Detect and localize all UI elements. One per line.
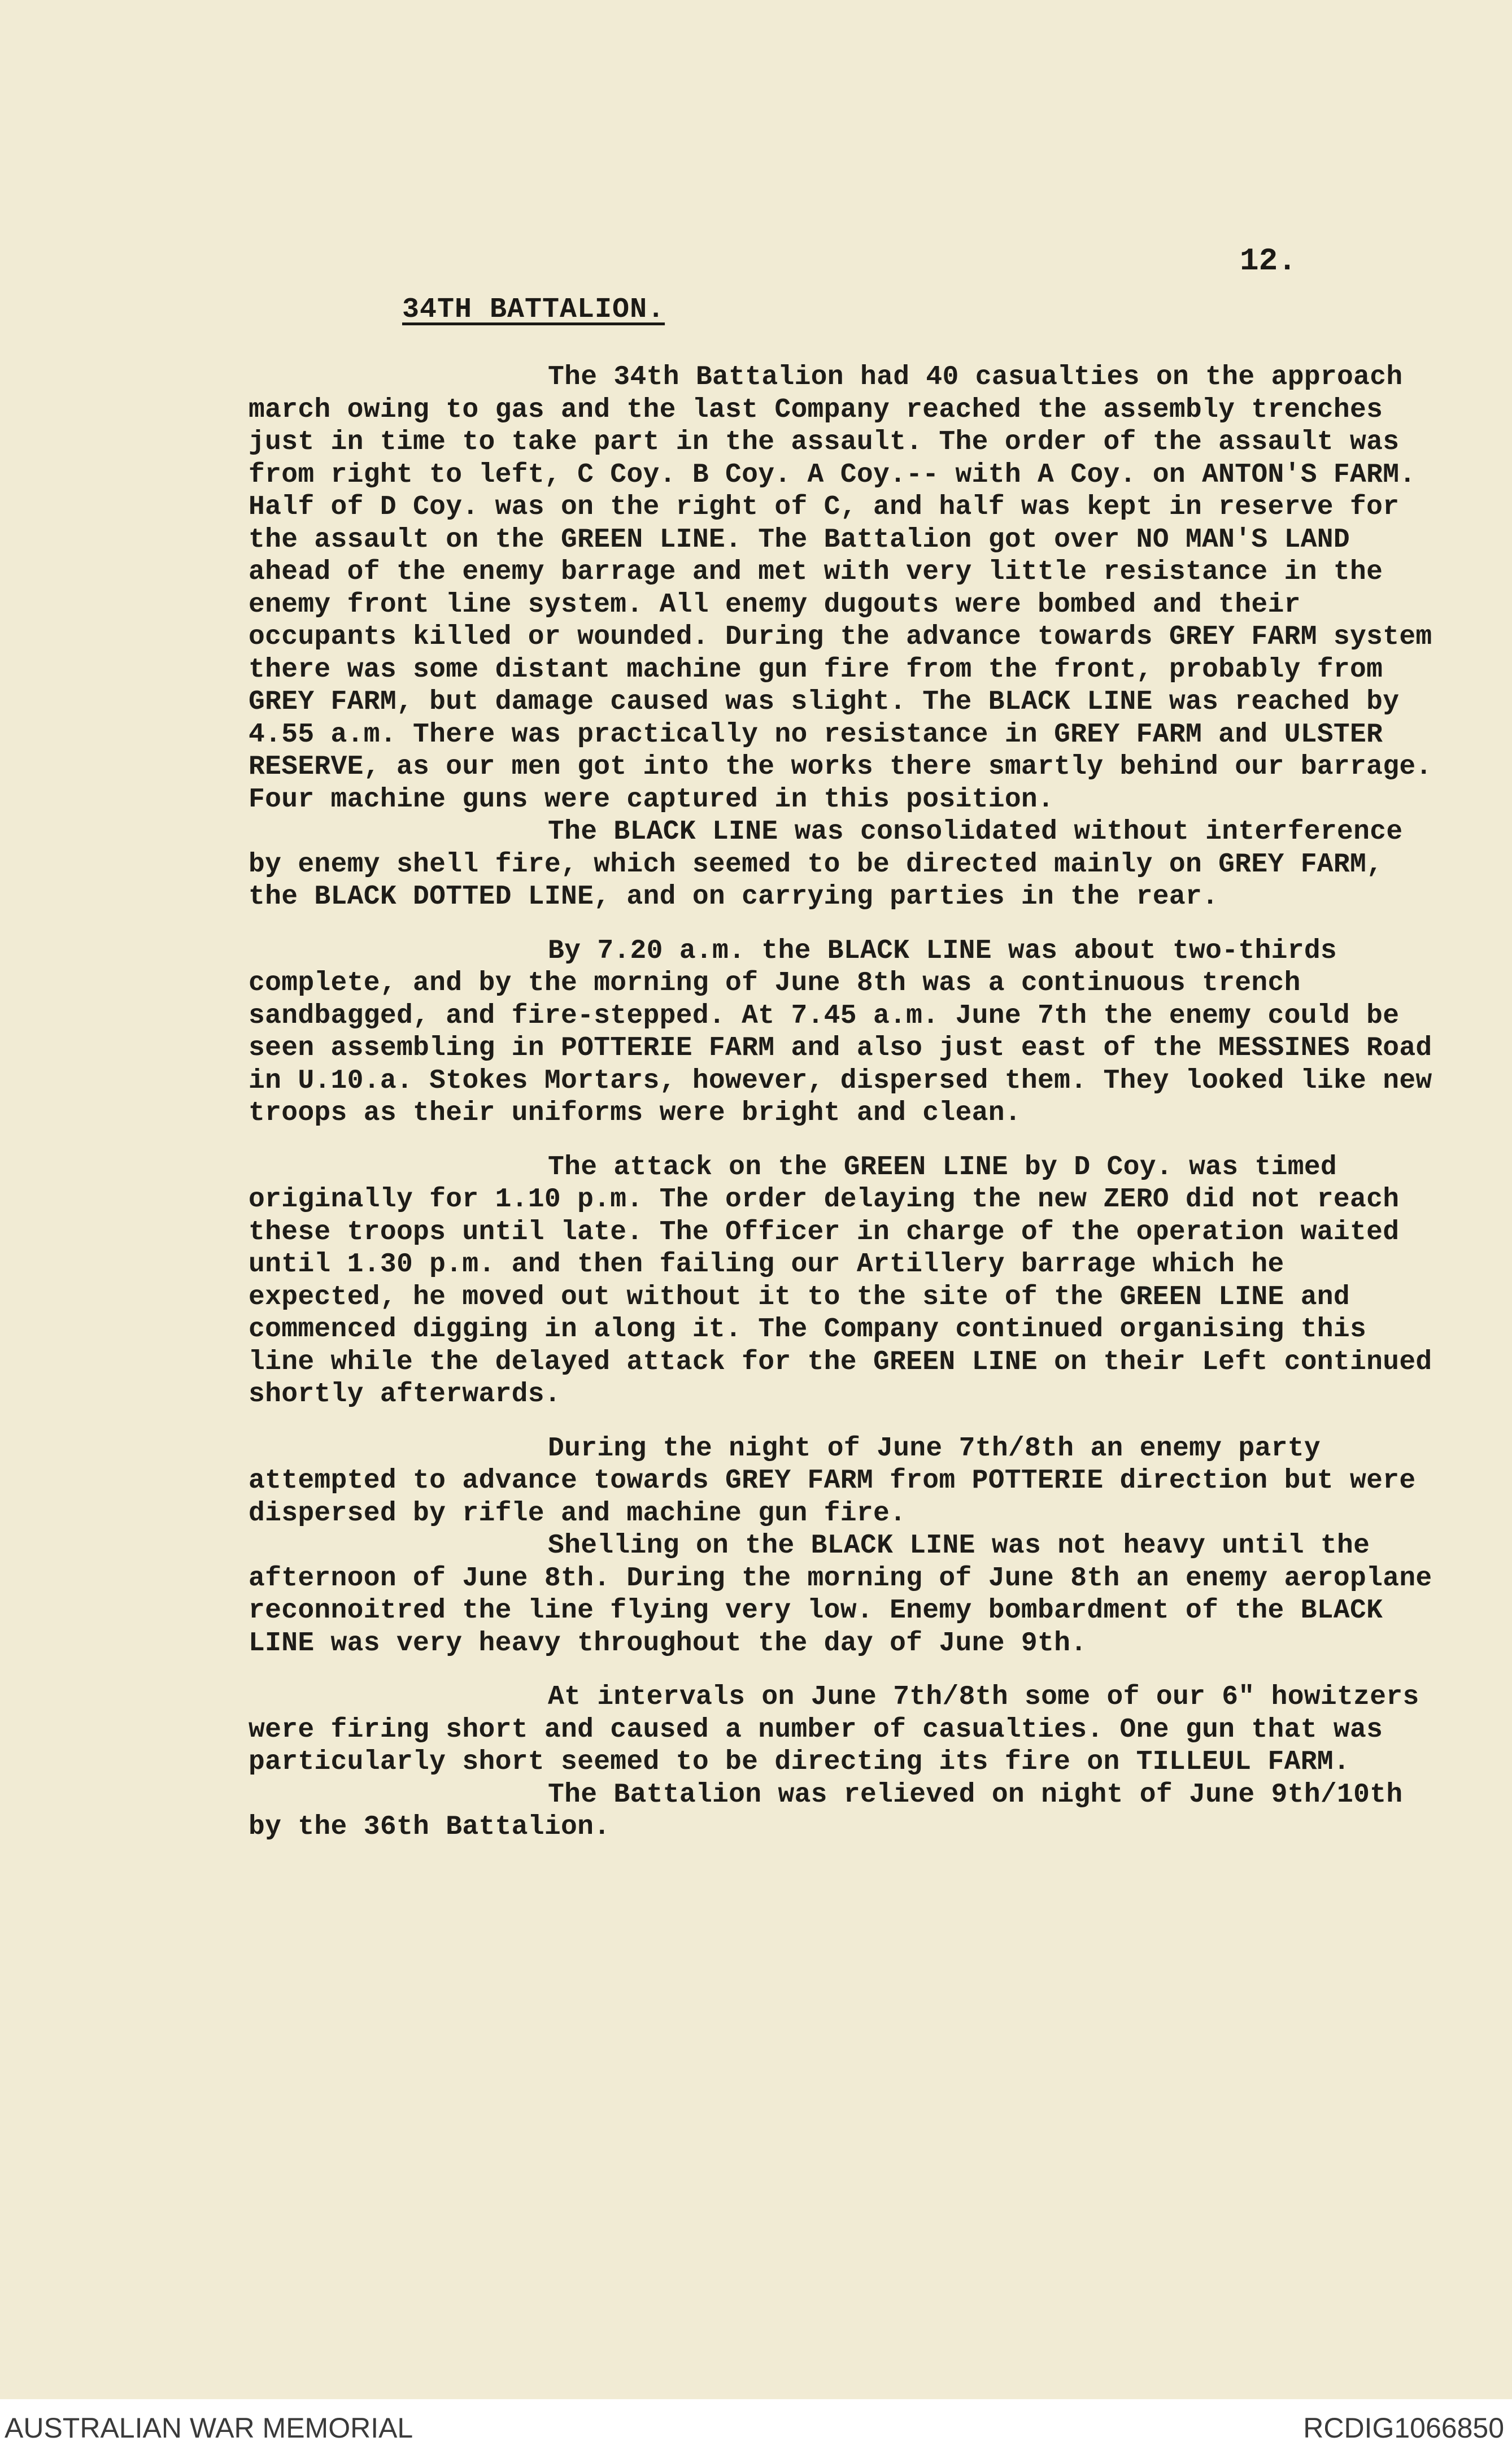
paragraph: At intervals on June 7th/8th some of our 6" howitzers were firing short and caused a number of casualties. One gun that was particularly short seemed to be directing its fire on TILLEUL FARM. — [249, 1682, 1419, 1777]
document-body — [249, 361, 1446, 1844]
section-heading: 34TH BATTALION. — [402, 294, 665, 326]
paragraph: The attack on the GREEN LINE by D Coy. was timed originally for 1.10 p.m. The order delaying the new ZERO did not reach these troops until late. The Officer in charge of the operation waited until 1.30 p.m. and then failing our Artillery barrage which he expected, he moved out without it to the site of the GREEN LINE and commenced digging in along it. The Company continued organising this line while the delayed attack for the GREEN LINE on their Left continued shortly afterwards. — [249, 1152, 1432, 1410]
archive-footer — [0, 2399, 1512, 2450]
paragraph: The Battalion was relieved on night of June 9th/10th by the 36th Battalion. — [249, 1779, 1403, 1842]
paragraph: During the night of June 7th/8th an enemy party attempted to advance towards GREY FARM from POTTERIE direction but were dispersed by rifle and machine gun fire. — [249, 1433, 1416, 1529]
record-id: RCDIG1066850 — [1303, 2412, 1504, 2444]
paragraph: The 34th Battalion had 40 casualties on the approach march owing to gas and the last Company reached the assembly trenches just in time to take part in the assault. The order of the assault was from right to left, C Coy. B Coy. A Coy.-- with A Coy. on ANTON'S FARM. Half of D Coy. was on the right of C, and half was kept in reserve for the assault on the GREEN LINE. The Battalion got over NO MAN'S LAND ahead of the enemy barrage and met with very little resistance in the enemy front line system. All enemy dugouts were bombed and their occupants killed or wounded. During the advance towards GREY FARM system there was some distant machine gun fire from the front, probably from GREY FARM, but damage caused was slight. The BLACK LINE was reached by 4.55 a.m. There was practically no resistance in GREY FARM and ULSTER RESERVE, as our men got into the works there smartly behind our barrage. Four machine guns were captured in this position. — [249, 362, 1432, 815]
archive-name: AUSTRALIAN WAR MEMORIAL — [5, 2412, 413, 2444]
paragraph: By 7.20 a.m. the BLACK LINE was about two-thirds complete, and by the morning of June 8th was a continuous trench sandbagged, and fire-stepped. At 7.45 a.m. June 7th the enemy could be seen assembling in POTTERIE FARM and also just east of the MESSINES Road in U.10.a. Stokes Mortars, however, dispersed them. They looked like new troops as their uniforms were bright and clean. — [249, 935, 1432, 1128]
paragraph: Shelling on the BLACK LINE was not heavy until the afternoon of June 8th. During the morning of June 8th an enemy aeroplane reconnoitred the line flying very low. Enemy bombardment of the BLACK LINE was very heavy throughout the day of June 9th. — [249, 1531, 1432, 1659]
paragraph: The BLACK LINE was consolidated without interference by enemy shell fire, which seemed to be directed mainly on GREY FARM, the BLACK DOTTED LINE, and on carrying parties in the rear. — [249, 817, 1403, 912]
page-number: 12. — [1240, 243, 1297, 279]
